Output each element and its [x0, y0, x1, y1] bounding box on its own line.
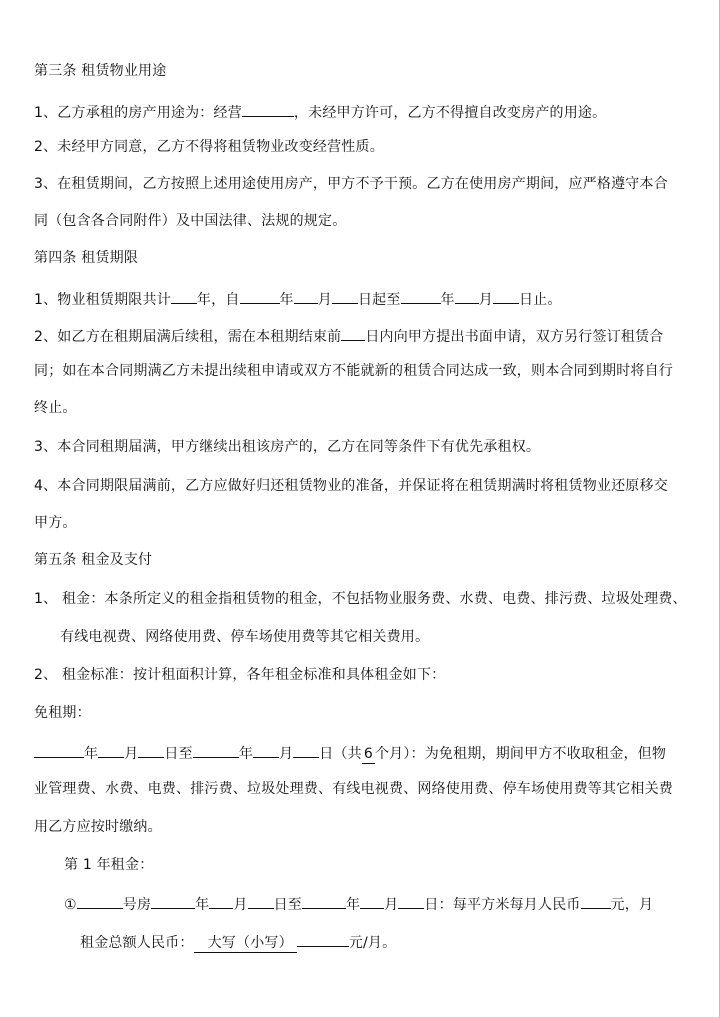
day-to-label: 日至	[164, 746, 193, 762]
clause-text: 日止。	[518, 292, 562, 308]
clause-text: 年，自	[196, 292, 240, 308]
article3-clause3-line1: 3、在租赁期间，乙方按照上述用途使用房产，甲方不予干预。乙方在使用房产期间，应严格遵守本合	[34, 176, 668, 192]
year-label: 年	[238, 746, 254, 762]
free-end-day-blank[interactable]	[293, 742, 319, 758]
free-start-year-blank[interactable]	[34, 742, 84, 758]
total-label: 租金总额人民币：	[80, 935, 194, 951]
unit-label: 元/月。	[348, 935, 397, 951]
year1-rent-line2	[80, 931, 396, 953]
price-per-sqm-blank[interactable]	[581, 893, 611, 909]
year-label: 年	[195, 897, 210, 913]
free-start-month-blank[interactable]	[98, 742, 124, 758]
rent-free-line3: 用乙方应按时缴纳。	[34, 819, 162, 835]
y1-end-day-blank[interactable]	[398, 893, 424, 909]
month-label: 月	[384, 897, 399, 913]
article4-clause2-line2: 同；如在本合同期满乙方未提出续租申请或双方不能就新的租赁合同达成一致，则本合同到期时将自行	[34, 363, 673, 379]
free-start-day-blank[interactable]	[138, 742, 164, 758]
term-years-blank[interactable]	[171, 288, 197, 304]
year1-rent-title: 第 1 年租金：	[64, 857, 154, 873]
article3-title: 第三条 租赁物业用途	[34, 63, 167, 79]
clause-text: 元，月	[610, 897, 654, 913]
article5-title: 第五条 租金及支付	[34, 552, 153, 568]
month-label: 月	[478, 292, 493, 308]
end-year-blank[interactable]	[401, 288, 441, 304]
clause-text: 1、物业租赁期限共计	[34, 292, 171, 308]
item-number: ①	[64, 897, 77, 913]
year-label: 年	[440, 292, 455, 308]
article5-clause1-line2: 有线电视费、网络使用费、停车场使用费等其它相关费用。	[60, 629, 430, 645]
article4-clause4-line1: 4、本合同期限届满前，乙方应做好归还租赁物业的准备，并保证将在租赁期满时将租赁物业还原移交	[34, 478, 668, 494]
total-upper-field[interactable]: 大写（小写）	[194, 935, 297, 953]
rent-free-line2: 业管理费、水费、电费、排污费、垃圾处理费、有线电视费、网络使用费、停车场使用费等其它相关费	[34, 781, 673, 797]
year-label: 年	[345, 897, 361, 913]
article4-title: 第四条 租赁期限	[34, 250, 139, 266]
end-day-blank[interactable]	[493, 288, 519, 304]
article3-clause1	[34, 101, 606, 122]
clause-text: ，未经甲方许可，乙方不得擅自改变房产的用途。	[293, 105, 607, 121]
month-label: 月	[233, 897, 248, 913]
article4-clause4-line2: 甲方。	[34, 515, 77, 531]
start-year-blank[interactable]	[240, 288, 280, 304]
y1-start-year-blank[interactable]	[151, 893, 195, 909]
end-month-blank[interactable]	[455, 288, 479, 304]
rent-free-line1	[34, 742, 666, 764]
month-label: 月	[124, 746, 139, 762]
article3-clause3-line2: 同（包含各合同附件）及中国法律、法规的规定。	[34, 213, 347, 229]
y1-start-month-blank[interactable]	[209, 893, 233, 909]
start-month-blank[interactable]	[294, 288, 318, 304]
article3-clause2: 2、未经甲方同意，乙方不得将租赁物业改变经营性质。	[34, 139, 384, 155]
month-label: 月	[279, 746, 294, 762]
free-end-month-blank[interactable]	[253, 742, 279, 758]
day-label: 日（共	[319, 746, 362, 762]
article4-clause1	[34, 288, 562, 309]
clause-text: 个月）：为免租期，期间甲方不收取租金，但物	[374, 746, 667, 762]
room-number-blank[interactable]	[77, 893, 123, 909]
y1-end-year-blank[interactable]	[302, 893, 346, 909]
article5-clause2: 2、 租金标准：按计租面积计算，各年租金标准和具体租金如下：	[34, 667, 446, 683]
year-label: 年	[84, 746, 99, 762]
article4-clause2-line1	[34, 325, 664, 346]
y1-end-month-blank[interactable]	[360, 893, 384, 909]
clause-text: 日：每平方米每月人民币	[424, 897, 581, 913]
day-from-label: 日起至	[357, 292, 401, 308]
free-end-year-blank[interactable]	[193, 742, 239, 758]
free-months-value[interactable]: 6	[363, 746, 373, 762]
year-label: 年	[279, 292, 294, 308]
rent-free-title: 免租期：	[34, 705, 91, 721]
day-to-label: 日至	[273, 897, 302, 913]
start-day-blank[interactable]	[332, 288, 358, 304]
article4-clause2-line3: 终止。	[34, 400, 77, 416]
business-scope-blank[interactable]	[242, 101, 294, 117]
year1-rent-line1	[64, 893, 653, 914]
article4-clause3: 3、本合同租期届满，甲方继续出租该房产的，乙方在同等条件下有优先承租权。	[34, 439, 541, 455]
clause-text: 2、如乙方在租期届满后续租，需在本租期结束前	[34, 329, 342, 345]
room-label: 号房	[122, 897, 152, 913]
clause-text: 日内向甲方提出书面申请，双方另行签订租赁合	[365, 329, 664, 345]
month-label: 月	[317, 292, 332, 308]
clause-text: 1、乙方承租的房产用途为：经营	[34, 105, 242, 121]
article5-clause1-line1: 1、 租金：本条所定义的租金指租赁物的租金，不包括物业服务费、水费、电费、排污费、垃圾处理费、	[34, 591, 687, 607]
total-amount-blank[interactable]	[297, 931, 349, 947]
y1-start-day-blank[interactable]	[248, 893, 274, 909]
renewal-days-blank[interactable]	[341, 325, 365, 341]
